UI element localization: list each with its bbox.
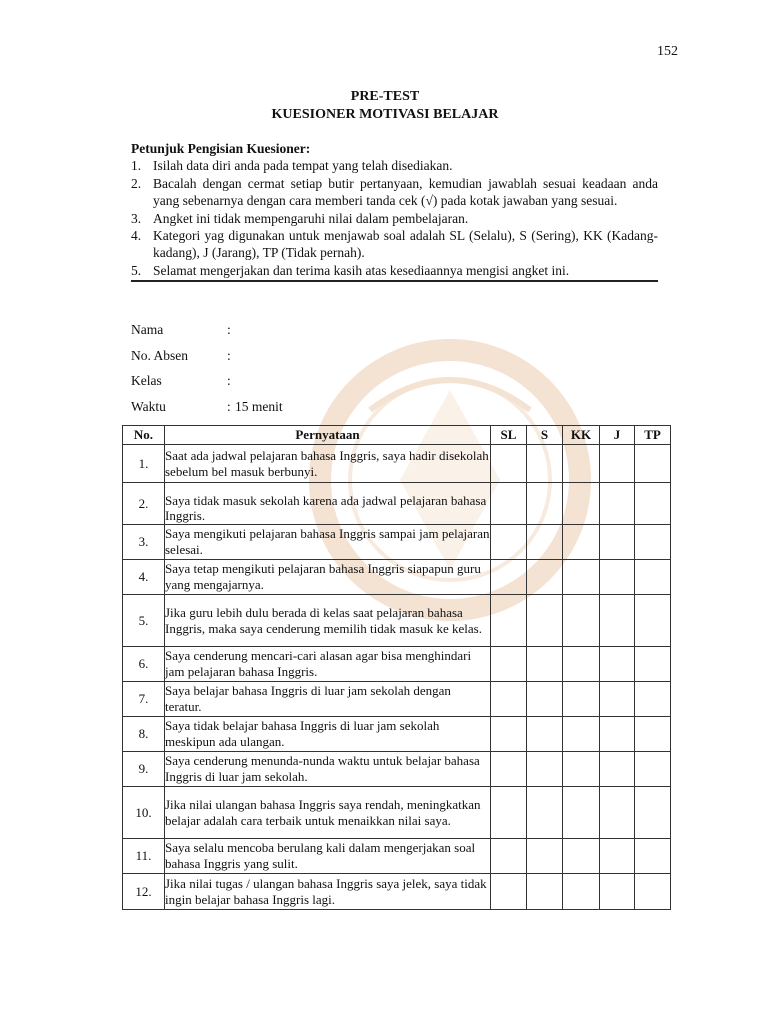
answer-cell-kk[interactable] (563, 787, 600, 839)
answer-cell-j[interactable] (600, 682, 635, 717)
row-number: 10. (123, 787, 165, 839)
answer-cell-s[interactable] (527, 682, 563, 717)
answer-cell-sl[interactable] (491, 717, 527, 752)
answer-cell-sl[interactable] (491, 445, 527, 483)
answer-cell-j[interactable] (600, 874, 635, 910)
table-row (123, 445, 671, 483)
answer-cell-s[interactable] (527, 752, 563, 787)
field-no-absen (131, 348, 283, 374)
table-header-row (123, 426, 671, 445)
answer-cell-kk[interactable] (563, 595, 600, 647)
answer-cell-s[interactable] (527, 717, 563, 752)
answer-cell-j[interactable] (600, 752, 635, 787)
answer-cell-tp[interactable] (635, 483, 671, 525)
row-number: 7. (123, 682, 165, 717)
instruction-item (131, 227, 658, 262)
field-label: Kelas (131, 373, 162, 388)
answer-cell-j[interactable] (600, 787, 635, 839)
questionnaire-table (122, 425, 671, 910)
answer-cell-kk[interactable] (563, 483, 600, 525)
header-j: J (600, 426, 635, 445)
instruction-number: 3. (131, 210, 142, 226)
answer-cell-s[interactable] (527, 560, 563, 595)
header-no: No. (123, 426, 165, 445)
table-row (123, 787, 671, 839)
answer-cell-sl[interactable] (491, 483, 527, 525)
field-value: 15 menit (235, 398, 283, 414)
instruction-item (131, 175, 658, 210)
answer-cell-j[interactable] (600, 483, 635, 525)
answer-cell-j[interactable] (600, 445, 635, 483)
row-statement: Saat ada jadwal pelajaran bahasa Inggris, saya hadir disekolah sebelum bel masuk berbunyi. (165, 445, 491, 483)
row-statement: Jika guru lebih dulu berada di kelas saat pelajaran bahasa Inggris, maka saya cenderung memilih tidak masuk ke kelas. (165, 595, 491, 647)
answer-cell-sl[interactable] (491, 525, 527, 560)
table-row (123, 647, 671, 682)
page-number: 152 (657, 44, 678, 59)
row-statement: Jika nilai tugas / ulangan bahasa Inggris saya jelek, saya tidak ingin belajar bahasa Inggris lagi. (165, 874, 491, 910)
row-statement: Saya cenderung menunda-nunda waktu untuk belajar bahasa Inggris di luar jam sekolah. (165, 752, 491, 787)
answer-cell-sl[interactable] (491, 560, 527, 595)
field-colon: : (227, 347, 231, 363)
field-label: Nama (131, 322, 164, 337)
field-waktu (131, 399, 283, 425)
row-statement: Saya tetap mengikuti pelajaran bahasa Inggris siapapun guru yang mengajarnya. (165, 560, 491, 595)
answer-cell-s[interactable] (527, 483, 563, 525)
row-number: 1. (123, 445, 165, 483)
instruction-number: 5. (131, 262, 142, 278)
field-nama (131, 322, 283, 348)
row-number: 5. (123, 595, 165, 647)
identity-fields (131, 322, 283, 424)
header-sl: SL (491, 426, 527, 445)
answer-cell-tp[interactable] (635, 787, 671, 839)
row-number: 9. (123, 752, 165, 787)
row-statement: Saya tidak belajar bahasa Inggris di luar jam sekolah meskipun ada ulangan. (165, 717, 491, 752)
table-row (123, 525, 671, 560)
row-number: 3. (123, 525, 165, 560)
table-row (123, 717, 671, 752)
row-number: 4. (123, 560, 165, 595)
answer-cell-tp[interactable] (635, 717, 671, 752)
answer-cell-tp[interactable] (635, 874, 671, 910)
answer-cell-j[interactable] (600, 839, 635, 874)
answer-cell-tp[interactable] (635, 647, 671, 682)
answer-cell-s[interactable] (527, 525, 563, 560)
header-tp: TP (635, 426, 671, 445)
header-kk: KK (563, 426, 600, 445)
row-statement: Saya tidak masuk sekolah karena ada jadwal pelajaran bahasa Inggris. (165, 483, 491, 525)
answer-cell-sl[interactable] (491, 595, 527, 647)
instruction-number: 4. (131, 228, 142, 244)
header-s: S (527, 426, 563, 445)
answer-cell-kk[interactable] (563, 647, 600, 682)
answer-cell-sl[interactable] (491, 787, 527, 839)
answer-cell-kk[interactable] (563, 874, 600, 910)
answer-cell-tp[interactable] (635, 752, 671, 787)
row-statement: Saya selalu mencoba berulang kali dalam mengerjakan soal bahasa Inggris yang sulit. (165, 839, 491, 874)
instruction-text: Angket ini tidak mempengaruhi nilai dalam pembelajaran. (153, 210, 469, 226)
row-statement: Saya cenderung mencari-cari alasan agar bisa menghindari jam pelajaran bahasa Inggris. (165, 647, 491, 682)
answer-cell-kk[interactable] (563, 682, 600, 717)
answer-cell-sl[interactable] (491, 839, 527, 874)
instructions-list (131, 157, 658, 282)
row-statement: Saya mengikuti pelajaran bahasa Inggris sampai jam pelajaran selesai. (165, 525, 491, 560)
header-pernyataan: Pernyataan (165, 426, 491, 445)
answer-cell-kk[interactable] (563, 560, 600, 595)
answer-cell-tp[interactable] (635, 560, 671, 595)
instruction-text: Bacalah dengan cermat setiap butir pertanyaan, kemudian jawablah sesuai keadaan anda yang sebenarnya dengan cara memberi tanda cek (√) pada kotak jawaban yang sesuai. (153, 175, 658, 209)
table-row (123, 874, 671, 910)
answer-cell-kk[interactable] (563, 717, 600, 752)
instruction-text: Kategori yag digunakan untuk menjawab soal adalah SL (Selalu), S (Sering), KK (Kadang-kadang), J (Jarang), TP (Tidak pernah). (153, 228, 658, 261)
answer-cell-j[interactable] (600, 560, 635, 595)
table-row (123, 560, 671, 595)
answer-cell-tp[interactable] (635, 595, 671, 647)
field-kelas (131, 373, 283, 399)
row-statement: Saya belajar bahasa Inggris di luar jam sekolah dengan teratur. (165, 682, 491, 717)
answer-cell-sl[interactable] (491, 682, 527, 717)
answer-cell-s[interactable] (527, 445, 563, 483)
instruction-text: Isilah data diri anda pada tempat yang telah disediakan. (153, 158, 453, 174)
answer-cell-j[interactable] (600, 525, 635, 560)
answer-cell-sl[interactable] (491, 647, 527, 682)
table-row (123, 839, 671, 874)
answer-cell-kk[interactable] (563, 752, 600, 787)
instruction-item (131, 157, 658, 174)
instruction-item (131, 262, 658, 282)
field-colon: : (227, 373, 231, 388)
instruction-number: 2. (131, 175, 142, 191)
table-row (123, 682, 671, 717)
answer-cell-s[interactable] (527, 874, 563, 910)
row-number: 12. (123, 874, 165, 910)
row-number: 11. (123, 839, 165, 874)
answer-cell-kk[interactable] (563, 839, 600, 874)
answer-cell-kk[interactable] (563, 525, 600, 560)
row-number: 8. (123, 717, 165, 752)
answer-cell-s[interactable] (527, 647, 563, 682)
instructions-heading: Petunjuk Pengisian Kuesioner: (131, 141, 311, 156)
answer-cell-tp[interactable] (635, 445, 671, 483)
answer-cell-j[interactable] (600, 595, 635, 647)
answer-cell-s[interactable] (527, 595, 563, 647)
answer-cell-tp[interactable] (635, 682, 671, 717)
field-label: No. Absen (131, 347, 188, 363)
field-colon: : (227, 398, 231, 414)
answer-cell-j[interactable] (600, 647, 635, 682)
answer-cell-s[interactable] (527, 787, 563, 839)
answer-cell-sl[interactable] (491, 874, 527, 910)
row-number: 6. (123, 647, 165, 682)
table-row (123, 595, 671, 647)
field-label: Waktu (131, 398, 166, 414)
answer-cell-tp[interactable] (635, 839, 671, 874)
instruction-text: Selamat mengerjakan dan terima kasih atas kesediaannya mengisi angket ini. (153, 262, 570, 278)
answer-cell-sl[interactable] (491, 752, 527, 787)
answer-cell-kk[interactable] (563, 445, 600, 483)
instruction-item (131, 210, 658, 227)
table-row (123, 483, 671, 525)
answer-cell-j[interactable] (600, 717, 635, 752)
table-row (123, 752, 671, 787)
row-number: 2. (123, 483, 165, 525)
page-title: PRE-TEST (350, 89, 420, 104)
instructions (131, 140, 658, 282)
page-subtitle: KUESIONER MOTIVASI BELAJAR (271, 107, 499, 122)
title-block (0, 88, 770, 124)
answer-cell-s[interactable] (527, 839, 563, 874)
row-statement: Jika nilai ulangan bahasa Inggris saya rendah, meningkatkan belajar adalah cara terbaik untuk menaikkan nilai saya. (165, 787, 491, 839)
instruction-number: 1. (131, 158, 142, 174)
answer-cell-tp[interactable] (635, 525, 671, 560)
field-colon: : (227, 322, 231, 337)
